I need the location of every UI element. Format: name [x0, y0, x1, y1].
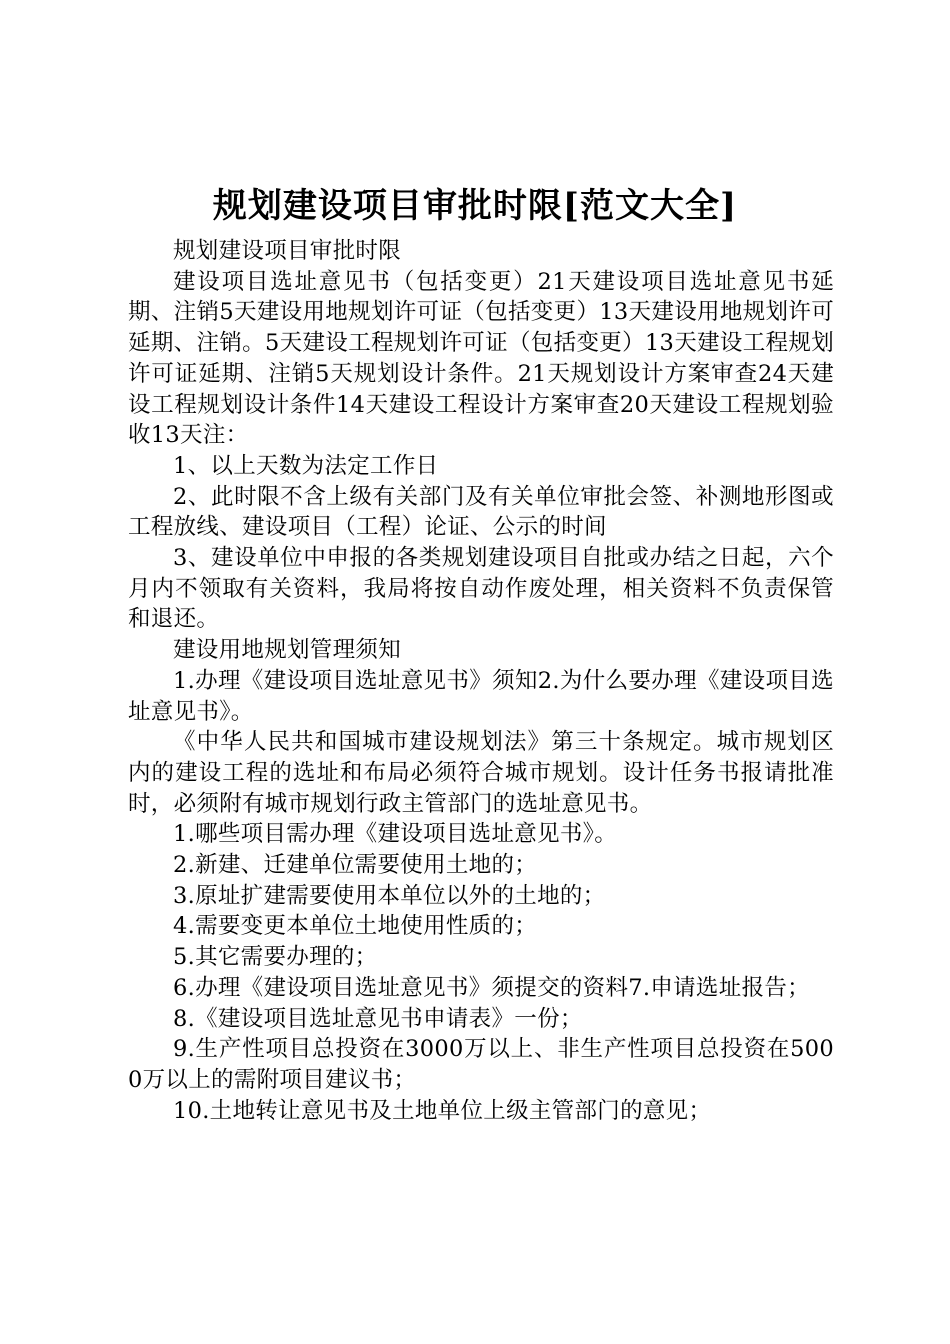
paragraph: 10.土地转让意见书及土地单位上级主管部门的意见； — [173, 1097, 712, 1124]
paragraph: 3、建设单位中申报的各类规划建设项目自批或办结之日起，六个月内不领取有关资料，我局将按自动作废处理，相关资料不负责保管和退还。 — [128, 545, 834, 633]
paragraph: 2、此时限不含上级有关部门及有关单位审批会签、补测地形图或工程放线、建设项目（工程）论证、公示的时间 — [128, 483, 834, 541]
paragraph: 3.原址扩建需要使用本单位以外的土地的； — [173, 882, 606, 909]
paragraph: 9.生产性项目总投资在3000万以上、非生产性项目总投资在5000万以上的需附项目建议书； — [128, 1036, 834, 1093]
paragraph: 4.需要变更本单位土地使用性质的； — [173, 913, 538, 940]
paragraph: 建设用地规划管理须知 — [173, 637, 402, 664]
paragraph: 规划建设项目审批时限 — [173, 238, 402, 264]
paragraph: 5.其它需要办理的； — [173, 944, 378, 971]
paragraph: 建设项目选址意见书（包括变更）21天建设项目选址意见书延期、注销5天建设用地规划许可证（包括变更）13天建设用地规划许可延期、注销。5天建设工程规划许可证（包括变更）13天建设工程规划许可证延期、注销5天规划设计条件。21天规划设计方案审查24天建设工程规划设计条件14天建设工程设计方案审查20天建设工程规划验收13天注： — [128, 268, 834, 449]
paragraph: 2.新建、迁建单位需要使用土地的； — [173, 852, 538, 879]
document-title: 规划建设项目审批时限[范文大全] — [212, 186, 738, 226]
paragraph: 6.办理《建设项目选址意见书》须提交的资料7.申请选址报告； — [173, 974, 810, 1001]
paragraph: 1.哪些项目需办理《建设项目选址意见书》。 — [173, 821, 618, 848]
paragraph: 8.《建设项目选址意见书申请表》一份； — [173, 1005, 583, 1032]
paragraph: 1.办理《建设项目选址意见书》须知2.为什么要办理《建设项目选址意见书》。 — [128, 667, 834, 725]
document-body — [128, 236, 834, 1126]
paragraph: 1、以上天数为法定工作日 — [173, 452, 439, 479]
paragraph: 《中华人民共和国城市建设规划法》第三十条规定。城市规划区内的建设工程的选址和布局必须符合城市规划。设计任务书报请批准时，必须附有城市规划行政主管部门的选址意见书。 — [128, 729, 834, 817]
